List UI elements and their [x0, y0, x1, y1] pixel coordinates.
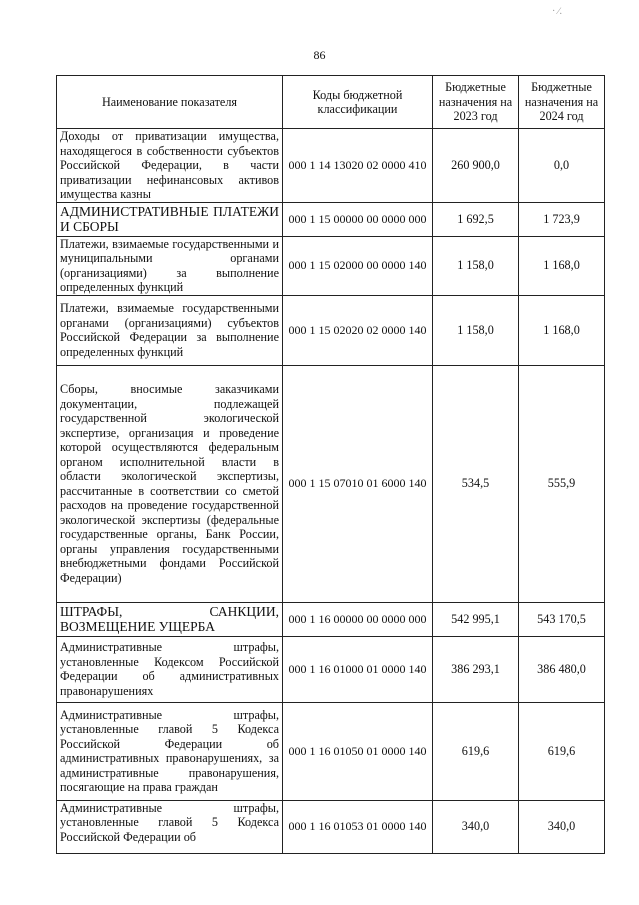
row-2023: 619,6 — [433, 702, 519, 800]
table-row — [57, 602, 605, 636]
row-2023: 260 900,0 — [433, 129, 519, 203]
row-2024: 1 723,9 — [519, 202, 605, 236]
header-name: Наименование показателя — [57, 76, 283, 129]
row-name: Административные штрафы, установленные главой 5 Кодекса Российской Федерации об — [57, 800, 283, 853]
row-name: Административные штрафы, установленные Кодексом Российской Федерации об административных правонарушениях — [57, 636, 283, 702]
row-2023: 534,5 — [433, 365, 519, 602]
header-2023: Бюджетные назначения на 2023 год — [433, 76, 519, 129]
row-name: АДМИНИСТРАТИВНЫЕ ПЛАТЕЖИ И СБОРЫ — [57, 202, 283, 236]
row-code: 000 1 16 01000 01 0000 140 — [283, 636, 433, 702]
row-2023: 1 158,0 — [433, 295, 519, 365]
table-row — [57, 202, 605, 236]
header-code: Коды бюджетной классификации — [283, 76, 433, 129]
row-2023: 1 158,0 — [433, 236, 519, 295]
table-row — [57, 365, 605, 602]
row-name: Сборы, вносимые заказчиками документации, подлежащей государственной экологической экспертизе, организация и проведение которой осуществляются федеральным органом исполнительной власти в области экологической экспертизы, рассчитанные в соответствии со сметой расходов на проведение государственной экологической экспертизы (федеральные государственные органы, Банк России, органы управления государственными внебюджетными фондами Российской Федерации) — [57, 365, 283, 602]
row-2024: 1 168,0 — [519, 295, 605, 365]
row-2024: 619,6 — [519, 702, 605, 800]
table-row — [57, 295, 605, 365]
row-name: Административные штрафы, установленные главой 5 Кодекса Российской Федерации об административных правонарушениях, за административные правонарушения, посягающие на права граждан — [57, 702, 283, 800]
row-2024: 1 168,0 — [519, 236, 605, 295]
row-2023: 1 692,5 — [433, 202, 519, 236]
row-code: 000 1 15 02020 02 0000 140 — [283, 295, 433, 365]
row-2024: 386 480,0 — [519, 636, 605, 702]
row-name: Доходы от приватизации имущества, находящегося в собственности субъектов Российской Федерации, в части приватизации нефинансовых активов имущества казны — [57, 129, 283, 203]
row-code: 000 1 14 13020 02 0000 410 — [283, 129, 433, 203]
row-name: ШТРАФЫ, САНКЦИИ, ВОЗМЕЩЕНИЕ УЩЕРБА — [57, 602, 283, 636]
row-code: 000 1 16 00000 00 0000 000 — [283, 602, 433, 636]
budget-table — [56, 75, 605, 854]
table-header-row — [57, 76, 605, 129]
row-2023: 386 293,1 — [433, 636, 519, 702]
row-2024: 543 170,5 — [519, 602, 605, 636]
table-row — [57, 636, 605, 702]
row-code: 000 1 16 01050 01 0000 140 — [283, 702, 433, 800]
table-row — [57, 129, 605, 203]
table-row — [57, 702, 605, 800]
scan-mark: · ∕. — [552, 6, 562, 17]
row-2024: 0,0 — [519, 129, 605, 203]
row-code: 000 1 15 02000 00 0000 140 — [283, 236, 433, 295]
row-name: Платежи, взимаемые государственными и муниципальными органами (организациями) за выполнение определенных функций — [57, 236, 283, 295]
row-code: 000 1 15 07010 01 6000 140 — [283, 365, 433, 602]
row-code: 000 1 16 01053 01 0000 140 — [283, 800, 433, 853]
row-2023: 340,0 — [433, 800, 519, 853]
row-code: 000 1 15 00000 00 0000 000 — [283, 202, 433, 236]
row-2023: 542 995,1 — [433, 602, 519, 636]
header-2024: Бюджетные назначения на 2024 год — [519, 76, 605, 129]
table-row — [57, 236, 605, 295]
row-name: Платежи, взимаемые государственными органами (организациями) субъектов Российской Федерации за выполнение определенных функций — [57, 295, 283, 365]
table-row — [57, 800, 605, 853]
page-number: 86 — [313, 48, 326, 62]
row-2024: 555,9 — [519, 365, 605, 602]
row-2024: 340,0 — [519, 800, 605, 853]
